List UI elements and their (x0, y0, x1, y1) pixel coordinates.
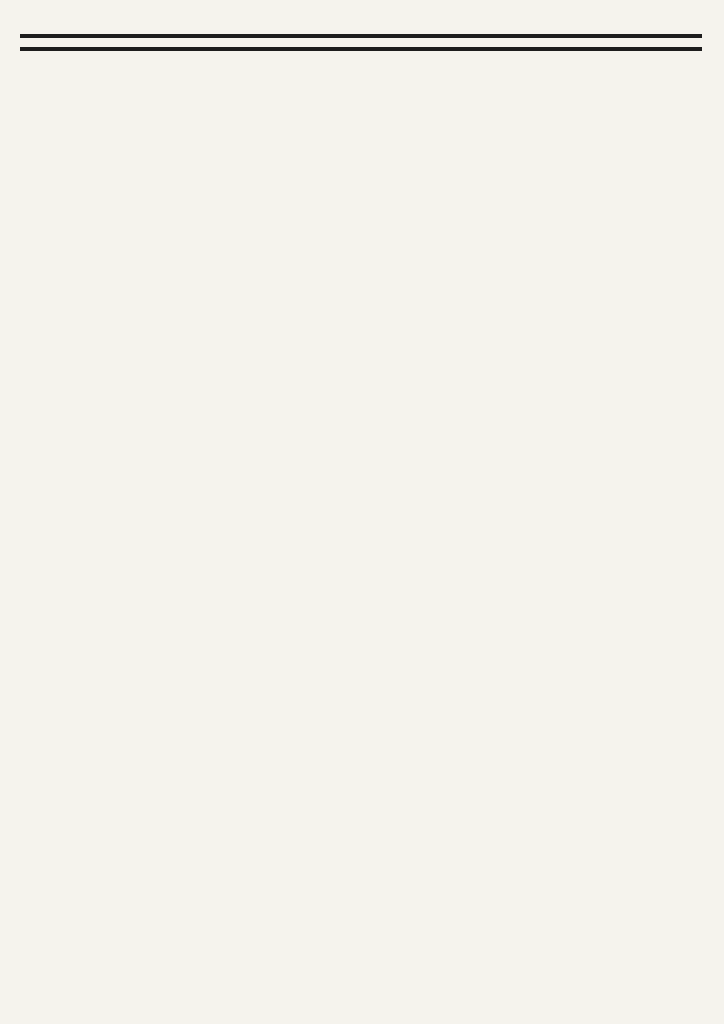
cavalry-artillery-engineer-table (20, 47, 702, 51)
infantry-table (20, 34, 702, 38)
